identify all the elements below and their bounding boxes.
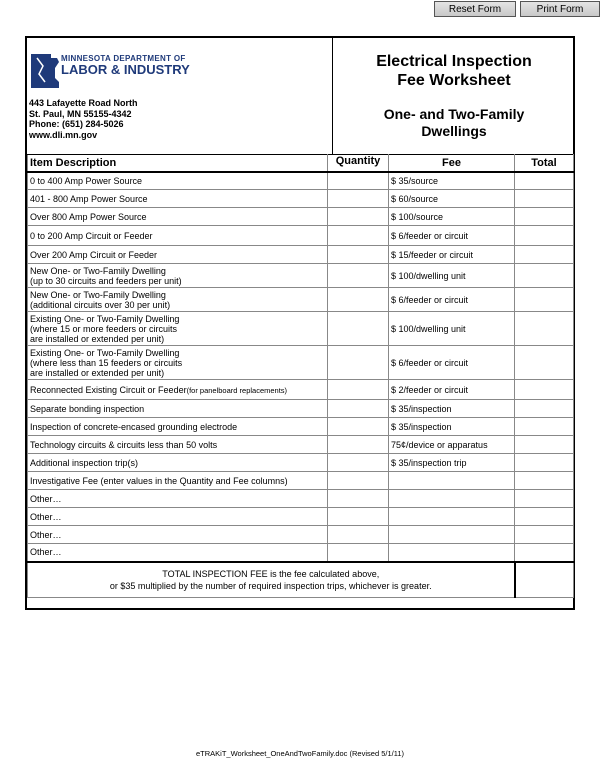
page-subtitle: [333, 106, 575, 140]
item-description-line: Other…: [30, 493, 62, 504]
fee-cell[interactable]: [389, 490, 515, 508]
table-row: [28, 544, 574, 562]
total-field[interactable]: [515, 288, 574, 312]
item-description: [28, 380, 328, 400]
grand-total-field[interactable]: [515, 562, 574, 598]
item-description: [28, 544, 328, 562]
quantity-field[interactable]: [328, 288, 389, 312]
quantity-field[interactable]: [328, 312, 389, 346]
address-line: St. Paul, MN 55155-4342: [29, 108, 132, 119]
quantity-field[interactable]: [328, 226, 389, 246]
quantity-field[interactable]: [328, 544, 389, 562]
subtitle-line: One- and Two-Family: [383, 106, 525, 122]
quantity-field[interactable]: [328, 400, 389, 418]
quantity-field[interactable]: [328, 508, 389, 526]
footer-filename: eTRAKiT_Worksheet_OneAndTwoFamily.doc (Revised 5/1/11): [195, 749, 404, 758]
total-field[interactable]: [515, 436, 574, 454]
table-row: [28, 400, 574, 418]
table-row: [28, 288, 574, 312]
item-description-line: Inspection of concrete-encased grounding electrode: [30, 421, 238, 432]
item-description: [28, 246, 328, 264]
item-description-line: New One- or Two-Family Dwelling: [30, 289, 166, 300]
item-description-line: are installed or extended per unit): [30, 333, 165, 344]
fee-cell: $ 100/dwelling unit: [389, 264, 515, 288]
item-description: [28, 418, 328, 436]
fee-cell[interactable]: [389, 526, 515, 544]
quantity-field[interactable]: [328, 472, 389, 490]
total-field[interactable]: [515, 208, 574, 226]
table-row: [28, 508, 574, 526]
item-description-line: Separate bonding inspection: [30, 403, 145, 414]
total-field[interactable]: [515, 190, 574, 208]
worksheet-form: [25, 36, 575, 610]
total-field[interactable]: [515, 400, 574, 418]
item-description-line: (additional circuits over 30 per unit): [30, 299, 171, 310]
total-field[interactable]: [515, 526, 574, 544]
total-field[interactable]: [515, 544, 574, 562]
total-field[interactable]: [515, 380, 574, 400]
fee-cell: $ 100/dwelling unit: [389, 312, 515, 346]
item-description-line: Existing One- or Two-Family Dwelling: [30, 347, 180, 358]
agency-name: LABOR & INDUSTRY: [61, 62, 190, 77]
fee-table: [27, 154, 574, 598]
quantity-field[interactable]: [328, 526, 389, 544]
total-field[interactable]: [515, 264, 574, 288]
fee-cell: $ 15/feeder or circuit: [389, 246, 515, 264]
item-description-line: Over 200 Amp Circuit or Feeder: [30, 249, 158, 260]
fee-cell: $ 6/feeder or circuit: [389, 288, 515, 312]
quantity-field[interactable]: [328, 454, 389, 472]
quantity-field[interactable]: [328, 264, 389, 288]
quantity-field[interactable]: [328, 380, 389, 400]
phone: Phone: (651) 284-5026: [29, 119, 124, 129]
quantity-field[interactable]: [328, 490, 389, 508]
total-field[interactable]: [515, 508, 574, 526]
item-description: [28, 264, 328, 288]
table-row: [28, 490, 574, 508]
item-description-line: (where less than 15 feeders or circuits: [30, 357, 183, 368]
item-description-line: New One- or Two-Family Dwelling: [30, 265, 166, 276]
fee-cell: $ 35/source: [389, 172, 515, 190]
item-note: (for panelboard replacements): [186, 385, 288, 395]
total-note: [28, 562, 515, 598]
total-note-line: TOTAL INSPECTION FEE is the fee calculated above,: [162, 568, 380, 579]
item-description: [28, 490, 328, 508]
item-description-line: 0 to 200 Amp Circuit or Feeder: [30, 230, 153, 241]
quantity-field[interactable]: [328, 418, 389, 436]
total-note-line: or $35 multiplied by the number of required inspection trips, whichever is greater.: [109, 580, 432, 591]
item-description: [28, 472, 328, 490]
item-description: [28, 288, 328, 312]
table-row: [28, 436, 574, 454]
item-description-line: Existing One- or Two-Family Dwelling: [30, 313, 180, 324]
table-row: [28, 312, 574, 346]
fee-cell: $ 60/source: [389, 190, 515, 208]
quantity-field[interactable]: [328, 346, 389, 380]
col-fee-header: Fee: [389, 155, 515, 172]
table-row: [28, 208, 574, 226]
fee-cell: $ 35/inspection: [389, 418, 515, 436]
fee-cell[interactable]: [389, 544, 515, 562]
item-description-line: (where 15 or more feeders or circuits: [30, 323, 178, 334]
item-description-line: Reconnected Existing Circuit or Feeder: [30, 384, 187, 395]
item-description: [28, 346, 328, 380]
item-description: [28, 208, 328, 226]
quantity-field[interactable]: [328, 172, 389, 190]
fee-cell: 75¢/device or apparatus: [389, 436, 515, 454]
item-description-line: Additional inspection trip(s): [30, 457, 139, 468]
item-description-line: 0 to 400 Amp Power Source: [30, 175, 143, 186]
fee-cell: $ 35/inspection trip: [389, 454, 515, 472]
table-row: [28, 190, 574, 208]
agency-dept: MINNESOTA DEPARTMENT OF: [61, 54, 186, 63]
item-description: [28, 190, 328, 208]
item-description: [28, 508, 328, 526]
agency-address: [29, 98, 138, 140]
table-row: [28, 472, 574, 490]
subtitle-line: Dwellings: [421, 123, 487, 139]
title-line: Fee Worksheet: [397, 72, 511, 89]
total-field[interactable]: [515, 454, 574, 472]
website-link[interactable]: www.dli.mn.gov: [29, 129, 98, 140]
item-description: [28, 312, 328, 346]
fee-cell: $ 35/inspection: [389, 400, 515, 418]
col-quantity-header: Quantity: [328, 155, 389, 172]
fee-cell[interactable]: [389, 472, 515, 490]
fee-cell: $ 100/source: [389, 208, 515, 226]
item-description-line: are installed or extended per unit): [30, 367, 165, 378]
quantity-field[interactable]: [328, 208, 389, 226]
quantity-field[interactable]: [328, 190, 389, 208]
item-description-line: Other…: [30, 529, 62, 540]
col-total-header: Total: [515, 155, 574, 172]
page-title: [333, 52, 575, 90]
item-description: [28, 436, 328, 454]
item-description-line: (up to 30 circuits and feeders per unit): [30, 275, 182, 286]
total-field[interactable]: [515, 418, 574, 436]
title-line: Electrical Inspection: [376, 53, 532, 70]
address-line: 443 Lafayette Road North: [29, 98, 138, 108]
fee-cell: $ 6/feeder or circuit: [389, 226, 515, 246]
item-description-line: Other…: [30, 547, 62, 558]
agency-header: [27, 38, 333, 154]
table-row: [28, 226, 574, 246]
item-description: [28, 172, 328, 190]
reset-form-button[interactable]: Reset Form: [434, 1, 516, 17]
table-row: [28, 454, 574, 472]
item-description: [28, 400, 328, 418]
fee-cell: $ 2/feeder or circuit: [389, 380, 515, 400]
fee-cell: $ 6/feeder or circuit: [389, 346, 515, 380]
total-field[interactable]: [515, 472, 574, 490]
total-field[interactable]: [515, 246, 574, 264]
item-description: [28, 226, 328, 246]
total-field[interactable]: [515, 312, 574, 346]
item-description-line: Over 800 Amp Power Source: [30, 211, 147, 222]
quantity-field[interactable]: [328, 436, 389, 454]
table-row: [28, 418, 574, 436]
quantity-field[interactable]: [328, 246, 389, 264]
table-row: [28, 246, 574, 264]
total-field[interactable]: [515, 226, 574, 246]
fee-cell[interactable]: [389, 508, 515, 526]
table-row: [28, 526, 574, 544]
item-description-line: Other…: [30, 511, 62, 522]
table-row: [28, 346, 574, 380]
total-field[interactable]: [515, 172, 574, 190]
table-row: [28, 264, 574, 288]
item-description: [28, 454, 328, 472]
table-row: [28, 172, 574, 190]
total-field[interactable]: [515, 490, 574, 508]
total-field[interactable]: [515, 346, 574, 380]
table-row: [28, 380, 574, 400]
col-item-header: Item Description: [28, 155, 328, 172]
item-description: [28, 526, 328, 544]
print-form-button[interactable]: Print Form: [520, 1, 600, 17]
item-description-line: Investigative Fee (enter values in the Quantity and Fee columns): [30, 475, 288, 486]
item-description-line: 401 - 800 Amp Power Source: [30, 193, 148, 204]
item-description-line: Technology circuits & circuits less than 50 volts: [30, 439, 218, 450]
